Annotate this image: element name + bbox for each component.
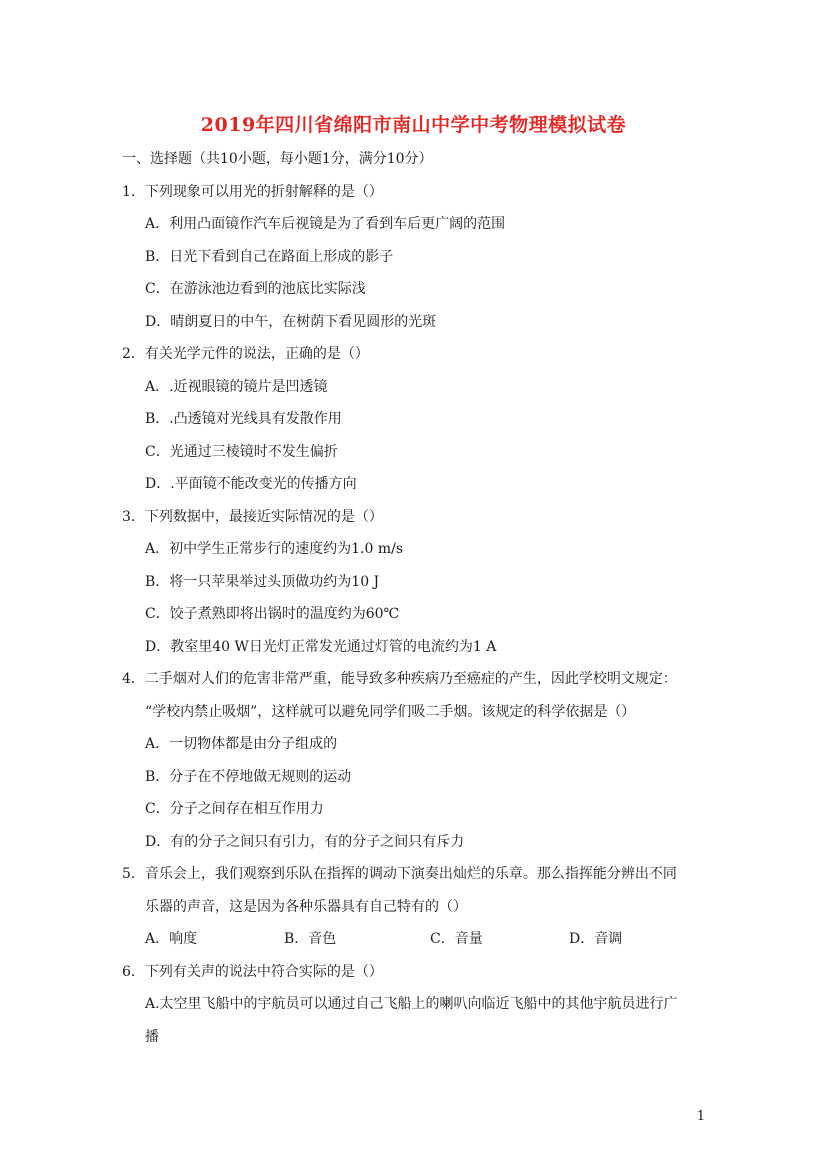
question-2-option-b: B．.凸透镜对光线具有发散作用 <box>145 411 342 427</box>
question-3-option-a: A．初中学生正常步行的速度约为1.0 m/s <box>145 541 404 557</box>
question-4-stem-line1: 4．二手烟对人们的危害非常严重，能导致多种疾病乃至癌症的产生，因此学校明文规定： <box>122 671 677 687</box>
question-4-stem-line2: “学校内禁止吸烟”，这样就可以避免同学们吸二手烟。该规定的科学依据是（） <box>145 704 636 720</box>
exam-title: 2019年四川省绵阳市南山中学中考物理模拟试卷 <box>200 114 627 136</box>
question-1-option-d: D．晴朗夏日的中午，在树荫下看见圆形的光斑 <box>145 314 437 330</box>
question-4-option-c: C．分子之间存在相互作用力 <box>145 801 324 817</box>
question-3-stem: 3．下列数据中，最接近实际情况的是（） <box>122 509 383 525</box>
question-6-option-a-line1: A.太空里飞船中的宇航员可以通过自己飞船上的喇叭向临近飞船中的其他宇航员进行广 <box>145 996 678 1012</box>
question-6-option-a-line2: 播 <box>145 1029 159 1045</box>
question-1-option-c: C．在游泳池边看到的池底比实际浅 <box>145 281 366 297</box>
question-4-option-a: A．一切物体都是由分子组成的 <box>145 736 338 752</box>
question-5-option-a: A．响度 <box>145 931 198 947</box>
question-2-option-c: C．光通过三棱镜时不发生偏折 <box>145 444 338 460</box>
question-5-stem-line1: 5．音乐会上，我们观察到乐队在指挥的调动下演奏出灿烂的乐章。那么指挥能分辨出不同 <box>122 866 677 882</box>
question-2-option-d: D．.平面镜不能改变光的传播方向 <box>145 476 357 492</box>
question-5-stem-line2: 乐器的声音，这是因为各种乐器具有自己特有的（） <box>145 899 467 915</box>
question-1-option-b: B．日光下看到自己在路面上形成的影子 <box>145 249 394 265</box>
question-1-option-a: A．利用凸面镜作汽车后视镜是为了看到车后更广阔的范围 <box>145 216 506 232</box>
question-5-option-b: B．音色 <box>284 931 337 947</box>
question-2-stem: 2．有关光学元件的说法，正确的是（） <box>122 346 369 362</box>
question-4-option-d: D．有的分子之间只有引力，有的分子之间只有斥力 <box>145 834 465 850</box>
question-4-option-b: B．分子在不停地做无规则的运动 <box>145 769 352 785</box>
question-2-option-a: A．.近视眼镜的镜片是凹透镜 <box>145 379 328 395</box>
question-1-stem: 1．下列现象可以用光的折射解释的是（） <box>122 184 383 200</box>
section-heading: 一、选择题（共10小题，每小题1分，满分10分） <box>122 151 433 167</box>
page-number: 1 <box>696 1109 705 1124</box>
question-5-option-c: C．音量 <box>430 931 483 947</box>
question-3-option-d: D．教室里40 W日光灯正常发光通过灯管的电流约为1 A <box>145 639 497 655</box>
question-5-option-d: D．音调 <box>569 931 623 947</box>
question-3-option-b: B．将一只苹果举过头顶做功约为10 J <box>145 574 380 590</box>
question-6-stem: 6．下列有关声的说法中符合实际的是（） <box>122 964 383 980</box>
question-3-option-c: C．饺子煮熟即将出锅时的温度约为60℃ <box>145 606 400 622</box>
